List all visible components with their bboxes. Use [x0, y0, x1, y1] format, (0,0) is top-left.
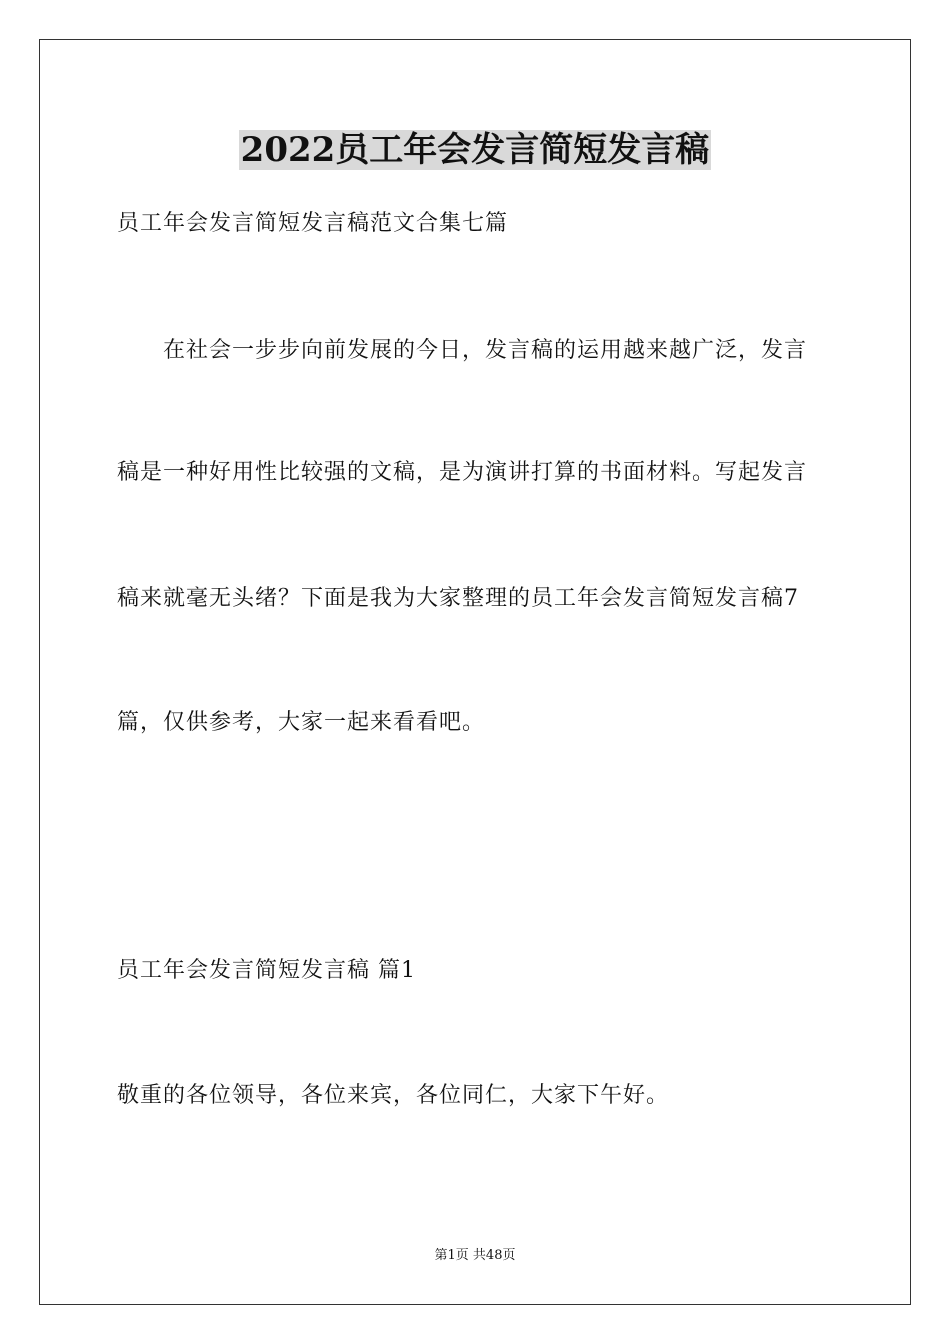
intro-line-2: 稿是一种好用性比较强的文稿，是为演讲打算的书面材料。写起发言	[117, 460, 808, 485]
intro-line-4: 篇，仅供参考，大家一起来看看吧。	[117, 710, 486, 735]
document-subtitle: 员工年会发言简短发言稿范文合集七篇	[117, 211, 509, 236]
intro-line-1: 在社会一步步向前发展的今日，发言稿的运用越来越广泛，发言	[163, 338, 808, 363]
greeting-paragraph: 敬重的各位领导，各位来宾，各位同仁，大家下午好。	[117, 1083, 670, 1108]
document-title	[0, 126, 950, 174]
page-footer: 第1页 共48页	[434, 1248, 516, 1263]
section-heading: 员工年会发言简短发言稿 篇1	[117, 958, 416, 983]
document-title-text: 2022员工年会发言简短发言稿	[240, 130, 710, 170]
intro-line-3: 稿来就毫无头绪？下面是我为大家整理的员工年会发言简短发言稿7	[117, 586, 799, 611]
